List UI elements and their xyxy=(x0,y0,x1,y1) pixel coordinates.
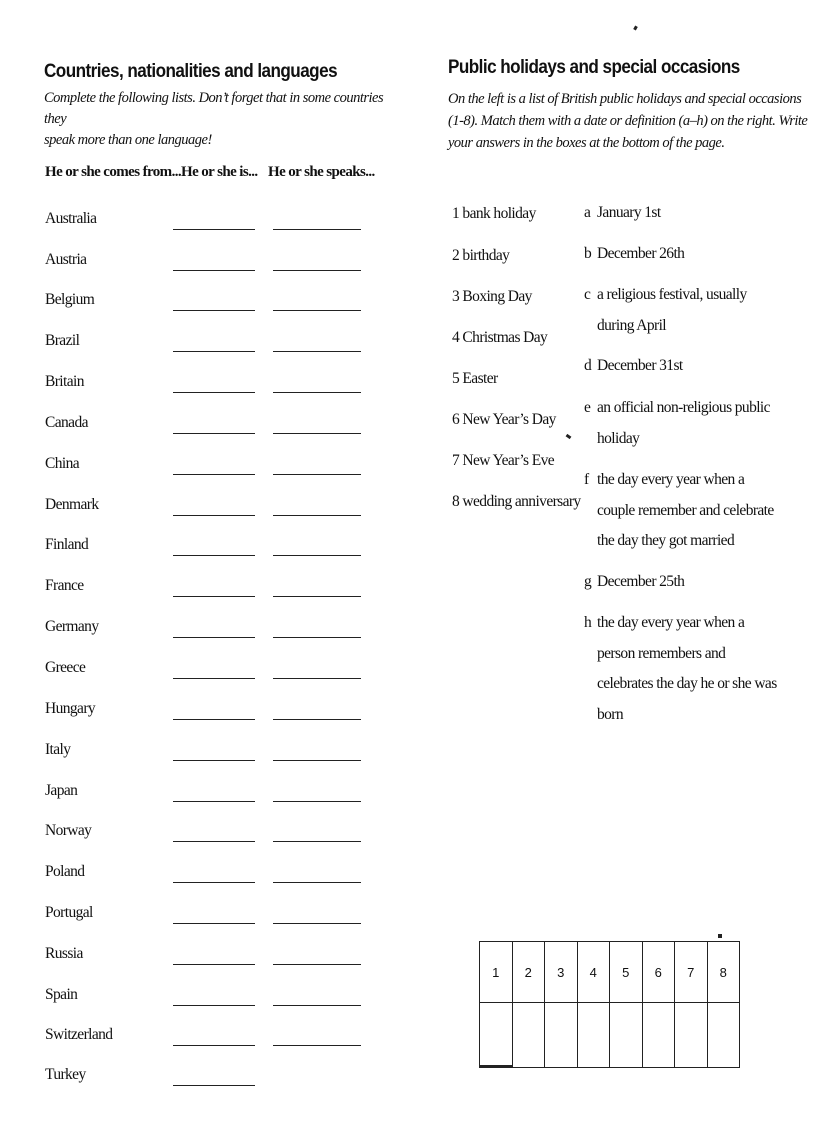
nationality-blank[interactable] xyxy=(173,555,255,556)
column-header-nationality: He or she is... xyxy=(181,164,258,180)
holiday-item: 3 Boxing Day xyxy=(452,288,532,305)
definition-letter: c xyxy=(584,286,591,303)
column-header-comes-from: He or she comes from... xyxy=(45,164,182,180)
country-name: Austria xyxy=(45,251,87,268)
country-name: Canada xyxy=(45,414,88,431)
holiday-item: 6 New Year’s Day xyxy=(452,411,556,428)
definition-item xyxy=(584,351,784,382)
nationality-blank[interactable] xyxy=(173,678,255,679)
definition-item xyxy=(584,239,784,270)
definition-text: the day every year when a person remembers and celebrates the day he or she was born xyxy=(597,614,777,723)
answer-grid xyxy=(479,941,740,1068)
country-row xyxy=(45,414,375,438)
nationality-blank[interactable] xyxy=(173,1005,255,1006)
definition-text: December 25th xyxy=(597,573,685,590)
language-blank[interactable] xyxy=(273,841,361,842)
country-name: Belgium xyxy=(45,291,95,308)
country-row xyxy=(45,945,375,969)
country-row xyxy=(45,251,375,275)
column-header-language: He or she speaks... xyxy=(268,164,375,180)
country-name: Brazil xyxy=(45,332,80,349)
country-name: Turkey xyxy=(45,1066,86,1083)
holiday-item: 7 New Year’s Eve xyxy=(452,452,555,469)
country-row xyxy=(45,741,375,765)
right-instruction-line-1: On the left is a list of British public holidays and special occasions xyxy=(448,91,802,107)
language-blank[interactable] xyxy=(273,964,361,965)
country-name: Hungary xyxy=(45,700,96,717)
country-name: Portugal xyxy=(45,904,93,921)
language-blank[interactable] xyxy=(273,270,361,271)
language-blank[interactable] xyxy=(273,1005,361,1006)
country-row xyxy=(45,700,375,724)
answer-number: 1 xyxy=(480,942,513,1003)
answer-number-row xyxy=(480,942,740,1003)
definition-letter: a xyxy=(584,204,591,221)
nationality-blank[interactable] xyxy=(173,270,255,271)
country-row xyxy=(45,986,375,1010)
language-blank[interactable] xyxy=(273,801,361,802)
left-section-title: Countries, nationalities and languages xyxy=(44,61,338,82)
holiday-item: 4 Christmas Day xyxy=(452,329,548,346)
country-row xyxy=(45,455,375,479)
nationality-blank[interactable] xyxy=(173,964,255,965)
definition-text: December 26th xyxy=(597,245,685,262)
nationality-blank[interactable] xyxy=(173,310,255,311)
nationality-blank[interactable] xyxy=(173,1085,255,1086)
scan-speck xyxy=(566,434,572,439)
answer-box[interactable] xyxy=(675,1003,708,1068)
nationality-blank[interactable] xyxy=(173,760,255,761)
country-name: Switzerland xyxy=(45,1026,113,1043)
country-name: Australia xyxy=(45,210,97,227)
nationality-blank[interactable] xyxy=(173,596,255,597)
right-section-title: Public holidays and special occasions xyxy=(448,57,740,78)
language-blank[interactable] xyxy=(273,596,361,597)
answer-number: 3 xyxy=(545,942,578,1003)
answer-box[interactable] xyxy=(707,1003,740,1068)
country-name: Britain xyxy=(45,373,84,390)
nationality-blank[interactable] xyxy=(173,923,255,924)
definition-text: December 31st xyxy=(597,357,683,374)
language-blank[interactable] xyxy=(273,1045,361,1046)
definition-letter: h xyxy=(584,614,592,631)
left-instruction-line-2: speak more than one language! xyxy=(44,132,212,148)
answer-box[interactable] xyxy=(545,1003,578,1068)
nationality-blank[interactable] xyxy=(173,801,255,802)
country-name: Germany xyxy=(45,618,99,635)
language-blank[interactable] xyxy=(273,392,361,393)
nationality-blank[interactable] xyxy=(173,515,255,516)
language-blank[interactable] xyxy=(273,515,361,516)
country-name: Italy xyxy=(45,741,71,758)
nationality-blank[interactable] xyxy=(173,474,255,475)
language-blank[interactable] xyxy=(273,229,361,230)
country-name: France xyxy=(45,577,84,594)
holiday-item: 1 bank holiday xyxy=(452,205,536,222)
definition-text: a religious festival, usually during April xyxy=(597,286,747,334)
language-blank[interactable] xyxy=(273,719,361,720)
country-row xyxy=(45,904,375,928)
definition-letter: d xyxy=(584,357,592,374)
country-name: Russia xyxy=(45,945,83,962)
country-name: Japan xyxy=(45,782,78,799)
language-blank[interactable] xyxy=(273,474,361,475)
language-blank[interactable] xyxy=(273,678,361,679)
country-row xyxy=(45,332,375,356)
definition-text: January 1st xyxy=(597,204,661,221)
definition-item xyxy=(584,393,784,454)
language-blank[interactable] xyxy=(273,433,361,434)
nationality-blank[interactable] xyxy=(173,637,255,638)
nationality-blank[interactable] xyxy=(173,433,255,434)
answer-box[interactable] xyxy=(610,1003,643,1068)
language-blank[interactable] xyxy=(273,760,361,761)
country-row xyxy=(45,496,375,520)
nationality-blank[interactable] xyxy=(173,351,255,352)
holiday-item: 2 birthday xyxy=(452,247,510,264)
language-blank[interactable] xyxy=(273,351,361,352)
definition-text: the day every year when a couple remember and celebrate the day they got married xyxy=(597,471,774,549)
holiday-item: 5 Easter xyxy=(452,370,498,387)
right-instruction-line-2: (1-8). Match them with a date or definition (a–h) on the right. Write xyxy=(448,113,808,129)
scan-speck xyxy=(633,26,638,31)
nationality-blank[interactable] xyxy=(173,841,255,842)
country-name: Denmark xyxy=(45,496,99,513)
answer-number: 8 xyxy=(707,942,740,1003)
answer-box[interactable] xyxy=(512,1003,545,1068)
definition-letter: g xyxy=(584,573,592,590)
nationality-blank[interactable] xyxy=(173,229,255,230)
answer-box[interactable] xyxy=(642,1003,675,1068)
country-name: China xyxy=(45,455,80,472)
answer-number: 7 xyxy=(675,942,708,1003)
answer-box[interactable] xyxy=(577,1003,610,1068)
country-row xyxy=(45,1066,375,1090)
answer-number: 6 xyxy=(642,942,675,1003)
country-row xyxy=(45,210,375,234)
definition-item xyxy=(584,280,784,341)
answer-number: 4 xyxy=(577,942,610,1003)
country-row xyxy=(45,659,375,683)
language-blank[interactable] xyxy=(273,310,361,311)
country-row xyxy=(45,782,375,806)
right-instruction-line-3: your answers in the boxes at the bottom of the page. xyxy=(448,135,725,151)
holiday-item: 8 wedding anniversary xyxy=(452,493,581,510)
definition-letter: e xyxy=(584,399,591,416)
language-blank[interactable] xyxy=(273,882,361,883)
definition-letter: f xyxy=(584,471,589,488)
country-row xyxy=(45,577,375,601)
definition-item xyxy=(584,198,784,229)
country-name: Norway xyxy=(45,822,92,839)
country-name: Finland xyxy=(45,536,89,553)
definition-letter: b xyxy=(584,245,592,262)
country-row xyxy=(45,822,375,846)
right-section-instructions xyxy=(448,88,808,154)
country-name: Greece xyxy=(45,659,86,676)
nationality-blank[interactable] xyxy=(173,719,255,720)
definition-text: an official non-religious public holiday xyxy=(597,399,770,447)
scan-speck xyxy=(480,1065,512,1068)
country-name: Spain xyxy=(45,986,78,1003)
left-section-instructions xyxy=(44,88,394,151)
nationality-blank[interactable] xyxy=(173,882,255,883)
scan-speck xyxy=(718,934,722,938)
language-blank[interactable] xyxy=(273,637,361,638)
answer-number: 5 xyxy=(610,942,643,1003)
language-blank[interactable] xyxy=(273,555,361,556)
country-row xyxy=(45,291,375,315)
definition-item xyxy=(584,465,784,557)
country-row xyxy=(45,536,375,560)
language-blank[interactable] xyxy=(273,923,361,924)
answer-number: 2 xyxy=(512,942,545,1003)
country-row xyxy=(45,863,375,887)
nationality-blank[interactable] xyxy=(173,1045,255,1046)
definition-item xyxy=(584,608,784,730)
nationality-blank[interactable] xyxy=(173,392,255,393)
country-row xyxy=(45,1026,375,1050)
country-row xyxy=(45,618,375,642)
left-instruction-line-1: Complete the following lists. Don’t forget that in some countries they xyxy=(44,90,384,127)
answer-input-row xyxy=(480,1003,740,1068)
definition-item xyxy=(584,567,784,598)
answer-box[interactable] xyxy=(480,1003,513,1068)
country-name: Poland xyxy=(45,863,85,880)
country-row xyxy=(45,373,375,397)
